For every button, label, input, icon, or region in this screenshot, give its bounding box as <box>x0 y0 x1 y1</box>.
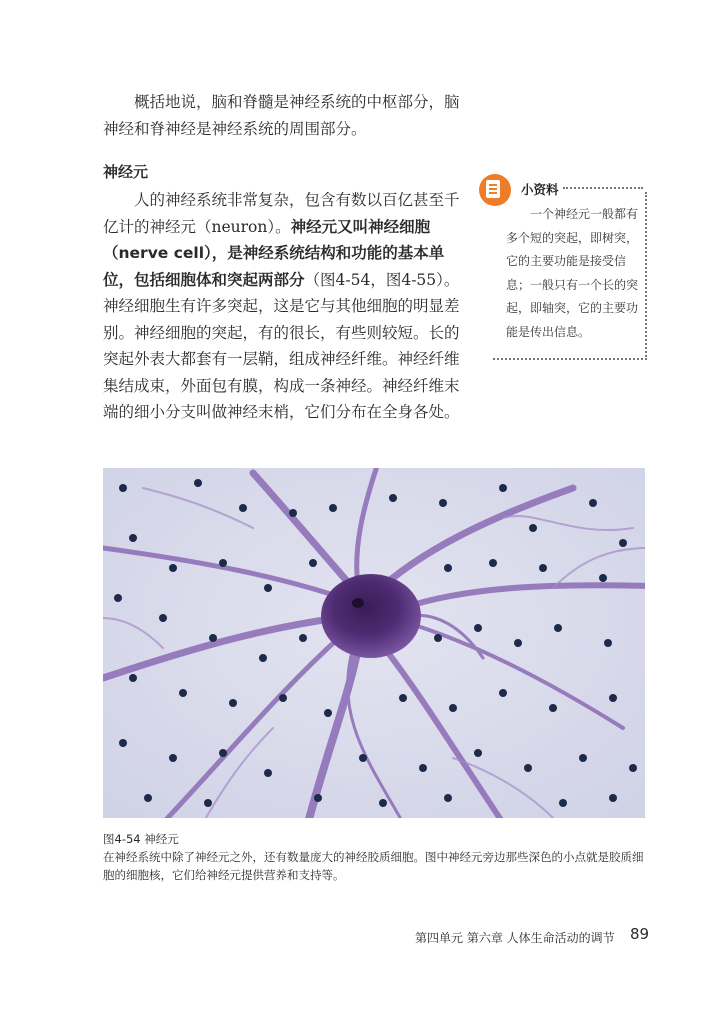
section-heading: 神经元 <box>103 163 149 181</box>
figure-title: 图4-54 神经元 <box>103 832 179 846</box>
figure-caption: 在神经系统中除了神经元之外，还有数量庞大的神经胶质细胞。图中神经元旁边那些深色的小点就是胶质细胞的细胞核，它们给神经元提供营养和支持等。 <box>103 850 644 882</box>
neuron-micrograph <box>103 468 645 818</box>
sidebar-text: 一个神经元一般都有多个短的突起，即树突，它的主要功能是接受信息；一般只有一个长的突起，即轴突，它的主要功能是传出信息。 <box>506 207 639 339</box>
paragraph-segment-3: （图4-54，图4-55）。神经细胞生有许多突起，这是它与其他细胞的明显差别。神经细胞的突起，有的很长，有些则较短。长的突起外表大都套有一层鞘，组成神经纤维。神经纤维集结成束，外面包有膜，构成一条神经。神经纤维末端的细小分支叫做神经末梢，它们分布在全身各处。 <box>103 270 460 421</box>
document-icon <box>479 174 511 206</box>
footer-chapter: 第四单元 第六章 人体生命活动的调节 <box>415 931 615 945</box>
intro-paragraph: 概括地说，脑和脊髓是神经系统的中枢部分，脑神经和脊神经是神经系统的周围部分。 <box>103 93 460 138</box>
neuron-paragraph <box>103 187 465 426</box>
sidebar-title: 小资料 <box>521 182 559 197</box>
page-number: 89 <box>630 925 650 943</box>
neuron-photo <box>103 468 645 818</box>
paragraph-segment-bold: 神经元又叫神经细胞（nerve cell），是神经系统结构和功能的基本单位，包括细胞体和突起两部分 <box>103 217 445 289</box>
sidebar-divider <box>563 187 643 189</box>
paragraph-segment-1: 人的神经系统非常复杂，包含有数以百亿甚至千亿计的神经元（neuron）。 <box>103 191 460 236</box>
info-sidebar <box>493 182 647 360</box>
